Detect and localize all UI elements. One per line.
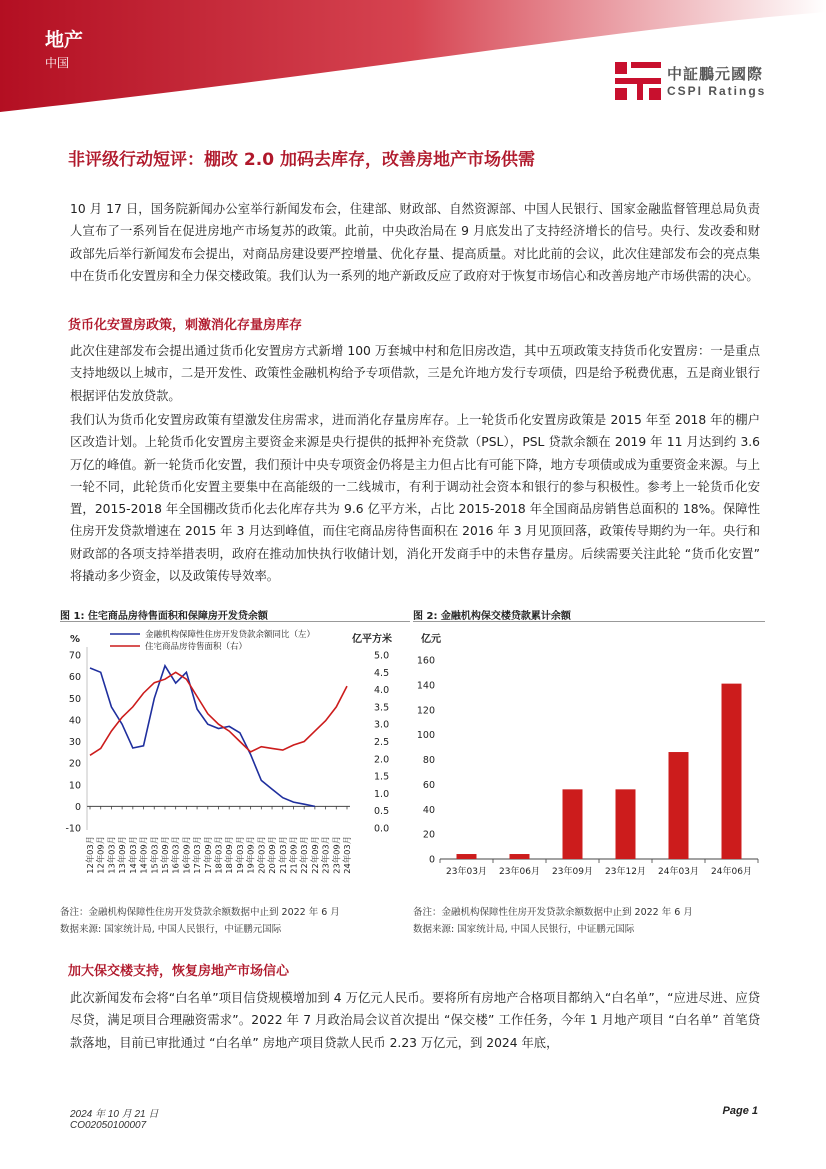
- left-axis-tick: -10: [65, 823, 81, 835]
- figure1-note-text: 备注：金融机构保障性住房开发贷款余额数据中止到 2022 年 6 月: [60, 907, 340, 918]
- x-axis-tick: 22年03月: [299, 836, 310, 874]
- y-axis-tick: 120: [416, 705, 435, 717]
- x-axis-tick: 23年12月: [605, 867, 646, 877]
- left-axis-tick: 20: [68, 758, 81, 770]
- x-axis-tick: 23年09月: [552, 867, 593, 877]
- right-axis-tick: 3.5: [374, 702, 390, 714]
- legend-label-1: 金融机构保障性住房开发贷款余额同比（左）: [145, 630, 316, 640]
- bar-3: [563, 789, 583, 859]
- cspi-logo-icon: [615, 62, 661, 100]
- left-axis-tick: 60: [68, 672, 81, 684]
- y-axis-tick: 100: [416, 730, 435, 742]
- bar-1: [457, 854, 477, 859]
- right-axis-tick: 0.5: [374, 806, 390, 818]
- y-axis-unit: 亿元: [421, 634, 441, 645]
- bar-4: [616, 789, 636, 859]
- footer-page-number: Page 1: [722, 1105, 758, 1117]
- figure2-bar-chart: [413, 625, 765, 900]
- y-axis-tick: 140: [416, 680, 435, 692]
- x-axis-tick: 17年09月: [202, 836, 213, 874]
- x-axis-tick: 21年03月: [277, 836, 288, 874]
- intro-paragraph: 10 月 17 日，国务院新闻办公室举行新闻发布会，住建部、财政部、自然资源部、中国人民银行、国家金融监督管理总局负责人宣布了一系列旨在促进房地产市场复苏的政策。此前，中央政治局在 9 月底发出了支持经济增长的信号。央行、发改委和财政部先后举行新闻发布会提出，对商品房建设要严控增量、优化存量、提高质量。对比此前的会议，此次住建部发布会的亮点集中在货币化安置房和全力保交楼政策。我们认为一系列的地产新政反应了政府对于恢复市场信心和改善房地产市场供需的决心。: [70, 202, 760, 283]
- right-axis-tick: 1.0: [374, 788, 390, 800]
- right-axis-tick: 1.5: [374, 771, 390, 783]
- bar-2: [510, 854, 530, 859]
- x-axis-tick: 13年09月: [117, 836, 128, 874]
- left-axis-tick: 40: [68, 715, 81, 727]
- right-axis-tick: 4.0: [374, 685, 390, 697]
- y-axis-tick: 160: [416, 655, 435, 667]
- figure1-rule: [60, 621, 410, 622]
- y-axis-tick: 0: [428, 854, 435, 866]
- x-axis-tick: 19年09月: [245, 836, 256, 874]
- section2-heading: 加大保交楼支持，恢复房地产市场信心: [68, 964, 290, 979]
- bar-6: [722, 684, 742, 859]
- x-axis-tick: 24年06月: [711, 867, 752, 877]
- section1-heading: 货币化安置房政策，刺激消化存量房库存: [68, 318, 303, 333]
- header-banner: [0, 0, 826, 112]
- y-axis-tick: 80: [422, 755, 435, 766]
- x-axis-tick: 16年09月: [181, 836, 192, 874]
- logo-chinese-text: 中証鵬元國際: [667, 65, 764, 83]
- x-axis-tick: 17年03月: [192, 836, 203, 874]
- x-axis-tick: 13年03月: [106, 836, 117, 874]
- right-axis-tick: 3.0: [374, 719, 390, 731]
- figure2-title: 图 2: 金融机构保交楼贷款累计余额: [413, 611, 571, 622]
- sector-label: 地产: [45, 29, 84, 51]
- x-axis-tick: 15年03月: [149, 836, 160, 874]
- left-axis-tick: 50: [68, 693, 81, 705]
- figure2-source-text: 数据来源: 国家统计局, 中国人民银行，中证鹏元国际: [413, 924, 635, 935]
- left-axis-tick: 30: [68, 737, 81, 748]
- left-axis-unit: %: [70, 634, 81, 645]
- legend-label-2: 住宅商品房待售面积（右）: [145, 642, 248, 652]
- left-axis-tick: 70: [68, 650, 81, 662]
- section2-paragraph-1: 此次新闻发布会将“白名单”项目信贷规模增加到 4 万亿元人民币。要将所有房地产合格项目都纳入“白名单”，“应进尽进、应贷尽贷，满足项目合理融资需求”。2022 年 7 月政治局会议首次提出 “保交楼” 工作任务，今年 1 月地产项目 “白名单” 首笔贷款落地，目前已审批通过 “白名单” 房地产项目贷款人民币 2.23 万亿元，到 2024 年底，: [70, 991, 760, 1050]
- figure2-rule: [413, 621, 765, 622]
- x-axis-tick: 24年03月: [342, 836, 352, 874]
- series-line-2: [90, 672, 347, 755]
- right-axis-tick: 4.5: [374, 667, 390, 679]
- footer-code: CO02050100007: [70, 1120, 147, 1131]
- left-axis-tick: 10: [68, 780, 81, 792]
- report-title: 非评级行动短评：棚改 2.0 加码去库存，改善房地产市场供需: [68, 150, 535, 170]
- x-axis-tick: 19年03月: [234, 836, 245, 874]
- x-axis-tick: 20年03月: [256, 836, 267, 874]
- x-axis-tick: 24年03月: [658, 867, 699, 877]
- x-axis-tick: 23年06月: [499, 867, 540, 877]
- x-axis-tick: 12年03月: [85, 836, 95, 874]
- right-axis-tick: 5.0: [374, 650, 390, 662]
- x-axis-tick: 15年09月: [159, 836, 170, 874]
- figure1-source-text: 数据来源: 国家统计局, 中国人民银行，中证鹏元国际: [60, 924, 282, 935]
- x-axis-tick: 23年03月: [446, 867, 487, 877]
- figure2-note-text: 备注：金融机构保障性住房开发贷款余额数据中止到 2022 年 6 月: [413, 907, 693, 918]
- x-axis-tick: 22年09月: [309, 836, 320, 874]
- right-axis-tick: 2.5: [374, 737, 390, 748]
- x-axis-tick: 16年03月: [170, 836, 181, 874]
- figure2-note: [413, 904, 693, 938]
- x-axis-tick: 21年09月: [288, 836, 299, 874]
- x-axis-tick: 18年09月: [224, 836, 235, 874]
- figure1-note: [60, 904, 340, 938]
- x-axis-tick: 12年09月: [95, 836, 106, 874]
- x-axis-tick: 18年03月: [213, 836, 224, 874]
- section1-paragraph-1: 此次住建部发布会提出通过货币化安置房方式新增 100 万套城中村和危旧房改造，其中五项政策支持货币化安置房：一是重点支持地级以上城市，二是开发性、政策性金融机构给予专项借款，三是允许地方发行专项债，四是给予税费优惠，五是商业银行根据评估发放贷款。: [70, 344, 760, 403]
- footer-date: 2024 年 10 月 21 日: [70, 1109, 159, 1120]
- right-axis-unit: 亿平方米: [352, 634, 392, 645]
- bar-5: [669, 752, 689, 859]
- x-axis-tick: 20年09月: [267, 836, 278, 874]
- region-label: 中国: [45, 56, 70, 70]
- x-axis-tick: 23年09月: [331, 836, 342, 874]
- right-axis-tick: 0.0: [374, 823, 390, 835]
- figure1-line-chart: [60, 625, 410, 900]
- series-line-1: [90, 666, 315, 807]
- figure1-title: 图 1: 住宅商品房待售面积和保障房开发贷余额: [60, 611, 268, 622]
- logo-english-text: CSPI Ratings: [667, 84, 767, 98]
- y-axis-tick: 40: [422, 804, 435, 816]
- x-axis-tick: 14年03月: [127, 836, 138, 874]
- x-axis-tick: 23年03月: [320, 836, 331, 874]
- y-axis-tick: 60: [422, 779, 435, 791]
- right-axis-tick: 2.0: [374, 754, 390, 766]
- section1-paragraph-2: 我们认为货币化安置房政策有望激发住房需求，进而消化存量房库存。上一轮货币化安置房政策是 2015 年至 2018 年的棚户区改造计划。上轮货币化安置房主要资金来源是央行提供的抵押补充贷款（PSL），PSL 贷款余额在 2019 年 11 月达到约 3.6 万亿的峰值。新一轮货币化安置，我们预计中央专项资金仍将是主力但占比有可能下降，地方专项债或成为重要资金来源。与上一轮不同，此轮货币化安置主要集中在高能级的一二线城市，有利于调动社会资本和银行的参与积极性。参考上一轮货币化安置，2015-2018 年全国棚改货币化去化库存共为 9.6 亿平方米，占比 2015-2018 年全国商品房销售总面积的 18%。保障性住房开发贷款增速在 2015 年 3 月达到峰值，而住宅商品房待售面积在 2016 年 3 月见顶回落，政策传导期约为一年。央行和财政部的各项支持举措表明，政府在推动加快执行收储计划，消化开发商手中的未售存量房。后续需要关注此轮 “货币化安置” 将撬动多少资金，以及政策传导效率。: [70, 413, 760, 584]
- y-axis-tick: 20: [422, 829, 435, 841]
- x-axis-tick: 14年09月: [138, 836, 149, 874]
- left-axis-tick: 0: [74, 801, 81, 813]
